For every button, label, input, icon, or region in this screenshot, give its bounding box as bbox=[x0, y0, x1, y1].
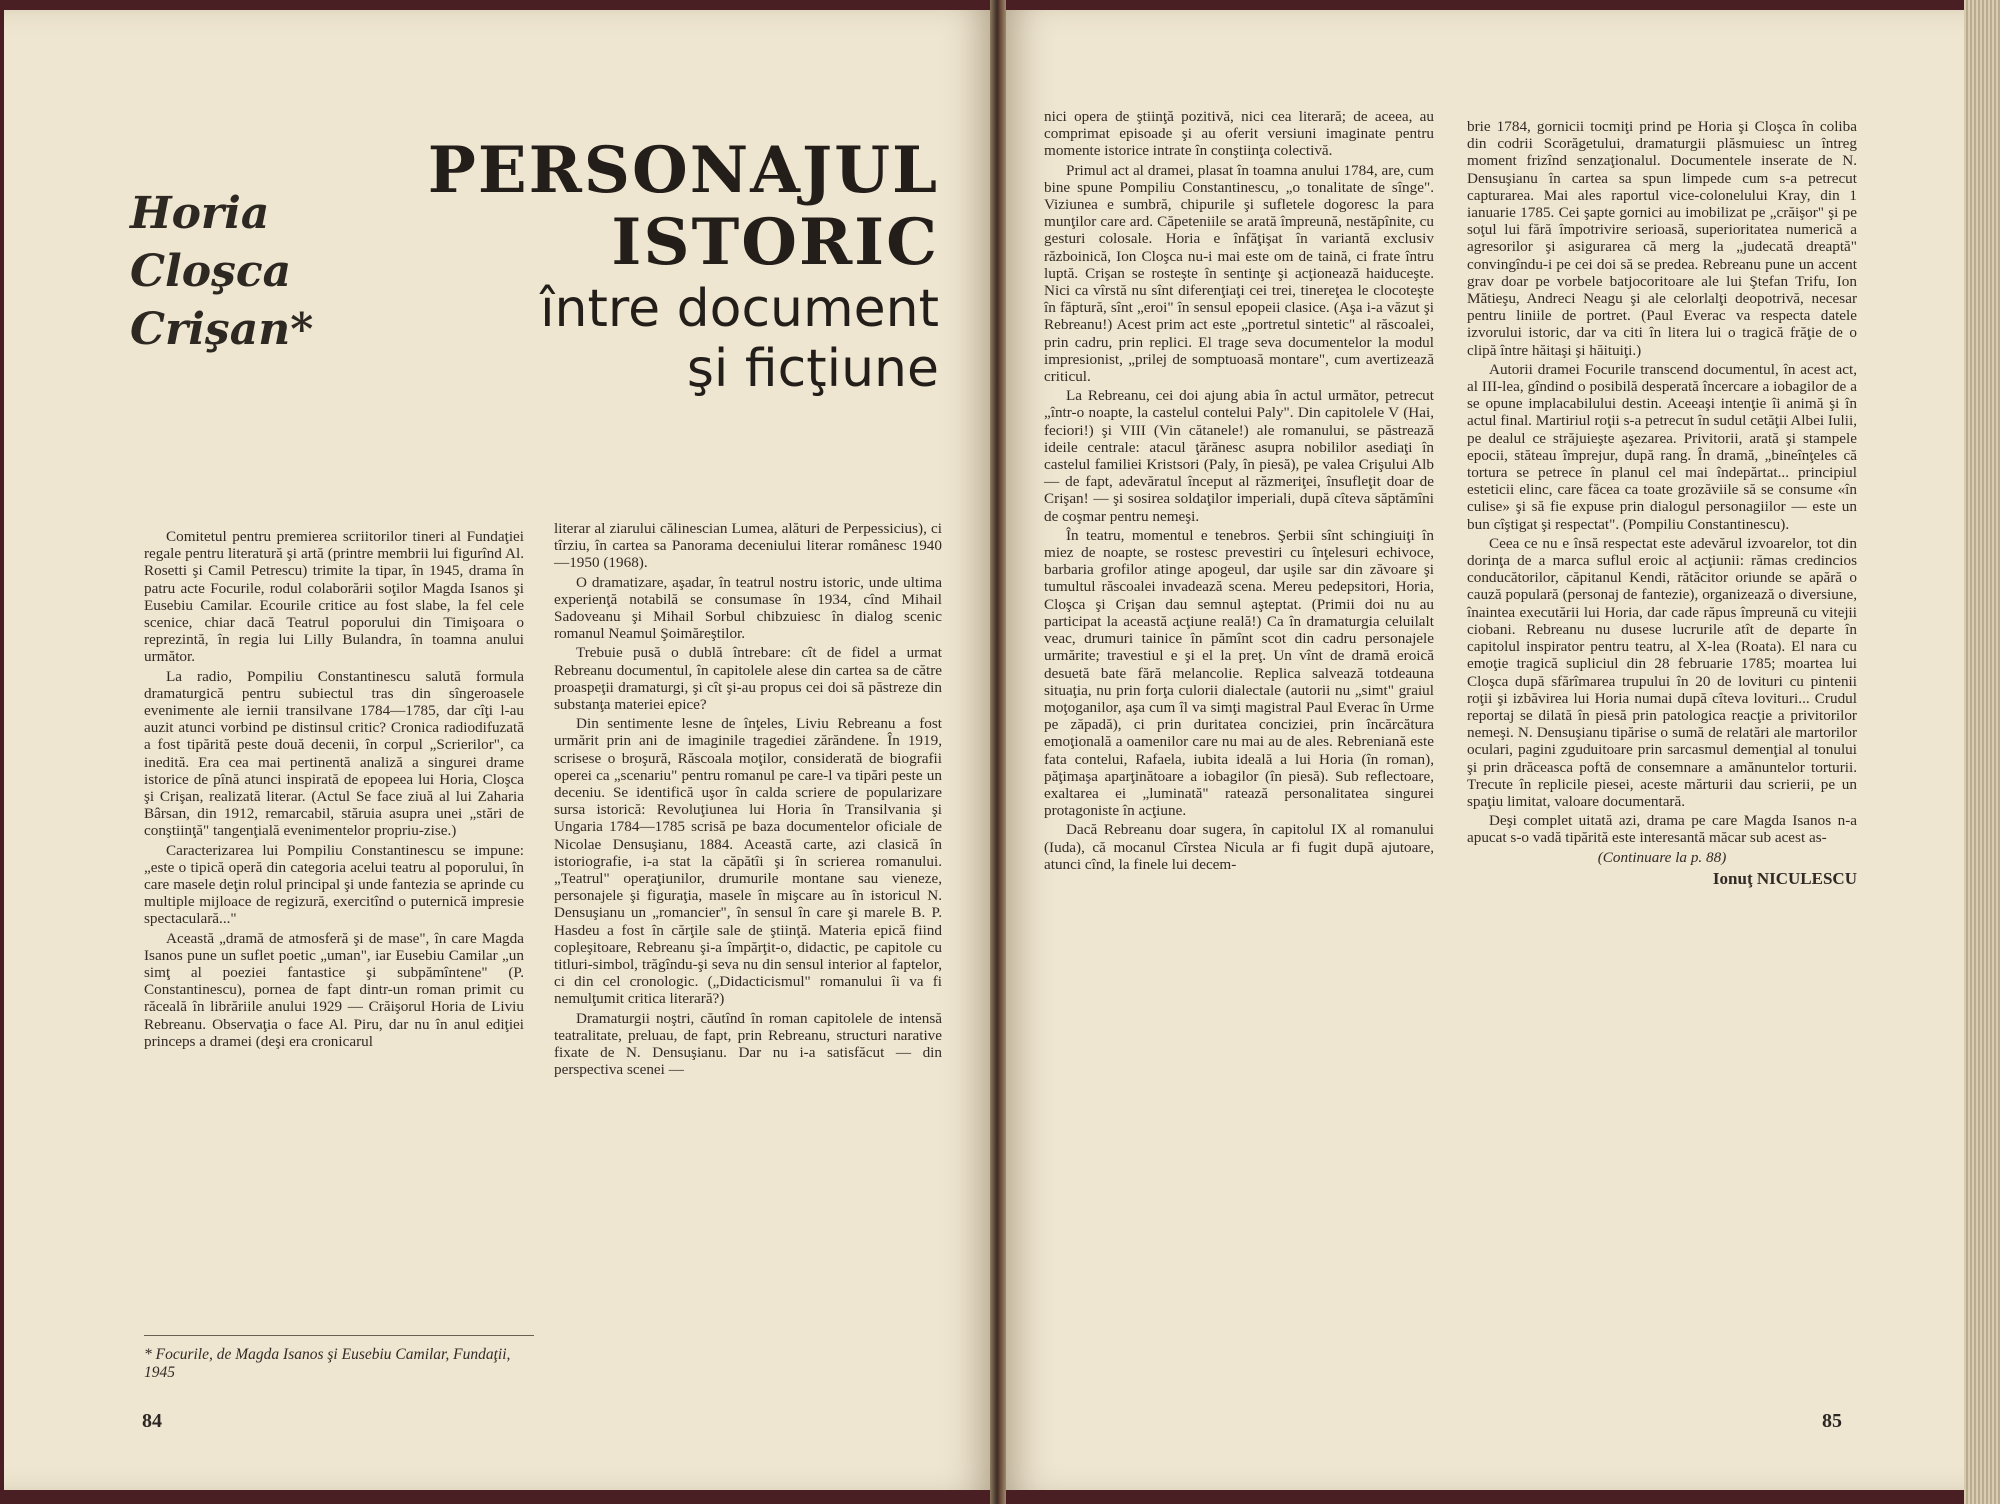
left-page bbox=[4, 10, 994, 1490]
paragraph: În teatru, momentul e tenebros. Şerbii sînt schingiuiţi în miez de noapte, se rostesc prevestiri cu înţelesuri echivoce, barbaria grofilor atinge apogeul, dar uşile sar din zăvoare şi tumultul răscoalei invadează scena. Mereu pedepsitori, Horia, Cloşca şi Crişan dau semnul aşteptat. (Primii doi nu au participat la această acţiune reală!) Ca în dramaturgia celuilalt veac, drumuri tainice în pămînt scot din cadru personajele urmărite; travestiul e şi el la preţ. Un vînt de dramă eroică desuetă bate fără melancolie. Replica salvează totdeauna situaţia, nu prin forţa culorii dialectale (autorii nu „simt" graiul moţoganilor, aşa cum îl va simţi magistral Paul Everac în Urme pe zăpadă), ci prin duritatea conciziei, prin încărcătura emoţională a oamenilor care nu mai au de ales. Rebreniană este fata contelui, Rafaela, iubita ideală a lui Horia (în roman), păţimaşa aparţinătoare a iobagilor (în piesă). Sub reflectoare, exaltarea ei „luminată" ratează personalitatea singurei protagoniste în acţiune. bbox=[1044, 526, 1434, 820]
subtitle-line-2: şi ficţiune bbox=[686, 339, 939, 399]
right-page bbox=[1002, 10, 1996, 1490]
name-closca: Cloşca bbox=[130, 246, 292, 297]
title-line-1: PERSONAJUL bbox=[427, 133, 939, 208]
right-column-1 bbox=[1044, 108, 1434, 873]
name-crisan: Crişan* bbox=[130, 304, 314, 355]
title-line-2: ISTORIC bbox=[611, 205, 939, 280]
page-number-left: 84 bbox=[142, 1410, 162, 1432]
paragraph: Dramaturgii noştri, căutînd în roman capitolele de intensă teatralitate, preluau, de fapt, prin Rebreanu, structuri narative fixate de N. Densuşianu. Dar nu i-a satisfăcut — din perspectiva scenei — bbox=[554, 1009, 942, 1079]
author-names bbox=[130, 185, 330, 359]
paragraph: Ceea ce nu e însă respectat este adevărul izvoarelor, tot din dorinţa de a marca suflul eroic al acţiunii: rămas credincios conducătorilor, căpitanul Kendi, rătăcitor oriunde se apără o cauză populară (personaj de fantezie), organizează o diversiune, înaintea executării lui Horia, dar cade răpus împreună cu vitejii ciobani. Rebreanu nu dusese lucrurile atît de departe în capitolul inspirator pentru teatru, al X-lea (Roata). El nara cu emoţie tragică supliciul din 28 februarie 1785; moartea lui Cloşca după sfărîmarea trupului în 20 de lovituri cu pintenii roţii şi izbăvirea lui Horia numai după cîteva lovituri... Crudul reportaj se dilată în piesă prin patologica reacţie a privitorilor nemeşi. N. Densuşianu tipărise o sumă de relatări ale martorilor oculari, pagini zguduitoare prin sarcasmul demenţial al tonului şi prin drăceasca poftă de consemnare a amănuntelor torturii. Trecute în replicile piesei, aceste mărturii dau scrierii, pe un spaţiu limitat, valoare documentară. bbox=[1467, 534, 1857, 810]
paragraph: nici opera de ştiinţă pozitivă, nici cea literară; de aceea, au comprimat episoade şi au oferit versiuni imaginate pentru momente istorice intrate în conştiinţa colectivă. bbox=[1044, 108, 1434, 160]
paragraph: Trebuie pusă o dublă întrebare: cît de fidel a urmat Rebreanu documentul, în capitolele alese din cartea sa de către proaspeţii dramaturgi, şi cît şi-au propus cei doi să păstreze din substanţa materiei epice? bbox=[554, 644, 942, 714]
paragraph: Caracterizarea lui Pompiliu Constantinescu se impune: „este o tipică operă din categoria acelui teatru al poporului, în care masele deţin rolul principal şi unde fantezia se aprinde cu multiple mijloace de regizură, exercitînd o puternică impresie spectaculară..." bbox=[144, 841, 524, 928]
footnote: * Focurile, de Magda Isanos şi Eusebiu Camilar, Fundaţii, 1945 bbox=[144, 1335, 534, 1382]
paragraph: Dacă Rebreanu doar sugera, în capitolul IX al romanului (Iuda), că mocanul Cîrstea Nicula ar fi fugit după ajutoare, atunci cînd, la finele lui decem- bbox=[1044, 821, 1434, 873]
page-number-right: 85 bbox=[1822, 1410, 1842, 1432]
name-horia: Horia bbox=[130, 188, 270, 239]
paragraph: Această „dramă de atmosferă şi de mase", în care Magda Isanos pune un suflet poetic „uman", iar Eusebiu Camilar „un simţ al poeziei fantastice şi subpămîntene" (P. Constantinescu), pornea de fapt dintr-un roman primit cu răceală în librăriile anului 1929 — Crăişorul Horia de Liviu Rebreanu. Observaţia o face Al. Piru, dar nu în anul ediţiei princeps a dramei (deşi era cronicarul bbox=[144, 929, 524, 1050]
book-gutter bbox=[990, 0, 1006, 1504]
paragraph: Deşi complet uitată azi, drama pe care Magda Isanos n-a apucat s-o vadă tipărită este interesantă măcar sub acest as- bbox=[1467, 812, 1857, 847]
paragraph: La Rebreanu, cei doi ajung abia în actul următor, petrecut „într-o noapte, la castelul contelui Paly". Din capitolele V (Hai, feciori!) şi VIII (Vin cătanele!) ale romanului, se păstrează ideile centrale: atacul ţărănesc asupra nobililor asediaţi în castelul familiei Kristsori (Paly, în piesă), pe valea Crişului Alb — de fapt, adevăratul început al răzmeriţei, însufleţit doar de Crişan! — şi sosirea soldaţilor imperiali, după cîteva săptămîni de coşmar pentru nemeşi. bbox=[1044, 387, 1434, 525]
paragraph: literar al ziarului călinescian Lumea, alături de Perpessicius), ci tîrziu, în cartea sa Panorama deceniului literar românesc 1940—1950 (1968). bbox=[554, 520, 942, 572]
left-column-1 bbox=[144, 528, 524, 1050]
article-title bbox=[364, 135, 939, 399]
page-edges bbox=[1964, 0, 2000, 1504]
paragraph: Comitetul pentru premierea scriitorilor tineri al Fundaţiei regale pentru literatură şi artă (printre membrii lui figurînd Al. Rosetti şi Camil Petrescu) trimite la tipar, în 1945, drama în patru acte Focurile, rodul colaborării soţilor Magda Isanos şi Eusebiu Camilar. Ecourile critice au fost slabe, la fel cele scenice, chiar dacă Teatrul poporului din Timişoara o reprezintă, în regia lui Lilly Bulandra, în toamna anului următor. bbox=[144, 528, 524, 666]
paragraph: Primul act al dramei, plasat în toamna anului 1784, are, cum bine spune Pompiliu Constantinescu, „o tonalitate de sînge". Viziunea e sumbră, chipurile şi sufletele dogoresc la para munţilor care ard. Căpeteniile se arată împreună, nestăpînite, cu gesturi colosale. Horia e înfăţişat în variantă exclusiv războinică, Ion Cloşca nu-i mai este om de taină, ci frate întru luptă. Crişan se rosteşte în sentinţe şi acţionează haiduceşte. Nici ca vîrstă nu sînt diferenţiaţi cei trei, tinereţea le clocoteşte în făptură, sînt „eroi" în sensul epopeii clasice. (Aşa i-a văzut şi Rebreanu!) Acest prim act este „portretul sintetic" al răscoalei, prin cadru, prin replici. El trage seva documentelor la modul impresionist, „prilej de somptuoasă montare", cum avertizează criticul. bbox=[1044, 161, 1434, 386]
author-signature: Ionuţ NICULESCU bbox=[1712, 868, 1857, 888]
subtitle-line-1: între document bbox=[540, 279, 939, 339]
paragraph: brie 1784, gornicii tocmiţi prind pe Horia şi Cloşca în coliba din codrii Scorăgetului, dramaturgii plăsmuiesc un întreg moment frizînd senzaţionalul. Documentele inserate de N. Densuşianu în cartea sa spun limpede cum s-a petrecut capturarea. Mai ales raportul vice-colonelului Kray, din 1 ianuarie 1785. Cei şapte gornici au imobilizat pe „crăişor" şi pe soţul lui fără împotrivire serioasă, superioritatea numerică a agresorilor şi asigurarea că merg la „judecată dreaptă" convingîndu-i pe cei doi să se predea. Rebreanu pune un accent grav doar pe vorbele batjocoritoare ale lui Ştefan Trifu, Ion Mătieşu, Andreci Neagu şi ale celorlalţi deopotrivă, necesar pentru liniile de portret. (Paul Everac va respecta datele izvorului istoric, dar va citi în litera lui o tragică frăţie de o clipă între hăitaşi şi hăituiţi.) bbox=[1467, 118, 1857, 359]
paragraph: Din sentimente lesne de înţeles, Liviu Rebreanu a fost urmărit prin ani de imaginile tragediei zărăndene. În 1919, scrisese o broşură, Răscoala moţilor, considerată de biografii operei ca „scenariu" pentru romanul pe care-l va tipări peste un deceniu. Se identifică uşor în calda scriere de popularizare sursa istorică: Revoluţiunea lui Horia în Transilvania şi Ungaria 1784—1785 scrisă pe baza documentelor oficiale de Nicolae Densuşianu, 1884. Această carte, azi clasică în istoriografie, i-a stat la căpătîi şi în scrierea romanului. „Teatrul" operaţiunilor, drumurile montane sau vieneze, personajele şi figuraţia, masele în mişcare au în istoricul N. Densuşianu un „romancier", în sensul în care şi marele B. P. Hasdeu a fost în cărţile sale de ştiinţă. Materia epică fiind copleşitoare, Rebreanu şi-a împărţit-o, didactic, pe capitole cu titluri-simbol, trăgîndu-şi seva nu din sensul interior al faptelor, ci din cel cronologic. („Didacticismul" romanului îi va fi nemulţumit critica literară?) bbox=[554, 715, 942, 1008]
paragraph: O dramatizare, aşadar, în teatrul nostru istoric, unde ultima experienţă notabilă se consumase în 1934, cînd Mihail Sadoveanu şi Mihail Sorbul chibzuiesc în dialog scenic romanul Neamul Şoimăreştilor. bbox=[554, 573, 942, 643]
right-column-2 bbox=[1467, 118, 1857, 887]
paragraph: Autorii dramei Focurile transcend documentul, în acest act, al III-lea, gîndind o posibilă desperată încercare a iobagilor de a se opune implacabilului destin. Aceeaşi intenţie îi animă şi în actul final. Martiriul roţii s-a petrecut în sudul cetăţii Albei Iulii, pe dealul ce străjuieşte aşezarea. Privitorii, arată şi stampele epocii, stăteau împrejur, după rang. În dramă, „bineînţeles că tortura se petrece în planul cel mai îndepărtat... principiul esteticii elinc, care făcea ca toate grozăviile să se consume «în culise» şi să fie expuse prin dialogul personagiilor — este un bun cîştigat şi respectat". (Pompiliu Constantinescu). bbox=[1467, 360, 1857, 533]
paragraph: La radio, Pompiliu Constantinescu salută formula dramaturgică pentru subiectul tras din sîngeroasele evenimente ale iernii transilvane 1784—1785, dar cîţi l-au auzit atunci vorbind pe distinsul critic? Cronica radiodifuzată a fost tipărită peste două decenii, în corpul „Scrierilor", ca inedită. Era cea mai pertinentă analiză a singurei drame istorice de pînă atunci inspirată de epopeea lui Horia, Cloşca şi Crişan, realizată literar. (Actul Se face ziuă al lui Zaharia Bârsan, din 1912, remarcabil, stăruia asupra unei „stări de conştiinţă" tangenţială evenimentelor propriu-zise.) bbox=[144, 667, 524, 840]
left-column-2 bbox=[554, 520, 942, 1079]
continuation-note: (Continuare la p. 88) bbox=[1597, 848, 1727, 866]
